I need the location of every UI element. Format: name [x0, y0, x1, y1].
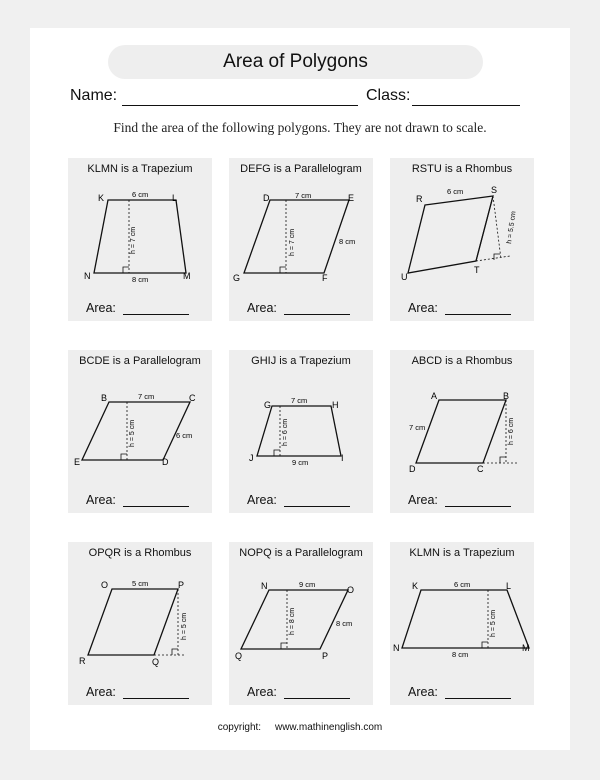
shape-parallelogram-nopq	[229, 542, 373, 705]
name-field-line[interactable]	[122, 105, 358, 106]
dimension-label: 8 cm	[336, 619, 353, 628]
vertex-label: A	[431, 391, 438, 401]
vertex-label: C	[477, 464, 484, 474]
problem-card-5	[229, 350, 373, 513]
vertex-label: T	[474, 265, 480, 275]
dimension-label: 9 cm	[292, 458, 309, 467]
height-label: h = 7 cm	[289, 228, 296, 256]
area-label: Area:	[408, 685, 438, 699]
vertex-label: R	[416, 194, 423, 204]
vertex-label: P	[178, 580, 185, 590]
shape-rhombus-rstu	[390, 158, 534, 321]
area-answer-line[interactable]	[123, 314, 189, 315]
area-label: Area:	[247, 493, 277, 507]
dimension-label: 8 cm	[132, 275, 149, 284]
shape-parallelogram-bcde	[68, 350, 212, 513]
height-label: h = 5.5 cm	[506, 210, 518, 245]
shape-trapezium-ghij	[229, 350, 373, 513]
problem-card-7	[68, 542, 212, 705]
shape-trapezium-klmn	[68, 158, 212, 321]
area-label: Area:	[247, 685, 277, 699]
dimension-label: 6 cm	[132, 190, 149, 199]
dimension-label: 9 cm	[299, 580, 316, 589]
vertex-label: M	[183, 271, 191, 281]
vertex-label: D	[162, 457, 169, 467]
dimension-label: 8 cm	[452, 650, 469, 659]
vertex-label: G	[233, 273, 241, 283]
dimension-label: 7 cm	[138, 392, 155, 401]
problem-title: ABCD is a Rhombus	[411, 355, 513, 367]
height-label: h = 6 cm	[282, 418, 289, 446]
problem-card-2	[229, 158, 373, 321]
area-answer-line[interactable]	[123, 698, 189, 699]
height-label: h = 5 cm	[490, 609, 497, 637]
vertex-label: Q	[235, 651, 243, 661]
dimension-label: 6 cm	[447, 187, 464, 196]
vertex-label: U	[401, 272, 408, 282]
vertex-label: B	[101, 393, 108, 403]
name-label: Name:	[70, 87, 118, 104]
height-label: h = 5 cm	[129, 419, 136, 447]
class-label: Class:	[366, 87, 411, 104]
problem-card-8	[229, 542, 373, 705]
area-label: Area:	[408, 493, 438, 507]
problem-card-6	[390, 350, 534, 513]
height-label: h = 8 cm	[289, 607, 296, 635]
vertex-label: R	[79, 656, 86, 666]
problem-title: BCDE is a Parallelogram	[79, 355, 201, 367]
area-label: Area:	[86, 685, 116, 699]
page-title: Area of Polygons	[108, 45, 483, 79]
height-label: h = 7 cm	[130, 226, 137, 254]
problem-title: DEFG is a Parallelogram	[240, 163, 362, 175]
problem-title: RSTU is a Rhombus	[411, 163, 513, 175]
height-label: h = 6 cm	[508, 417, 515, 445]
vertex-label: E	[348, 193, 355, 203]
problem-title: GHIJ is a Trapezium	[251, 355, 351, 367]
vertex-label: D	[409, 464, 416, 474]
problem-title: KLMN is a Trapezium	[87, 163, 193, 175]
vertex-label: N	[393, 643, 400, 653]
vertex-label: S	[491, 185, 498, 195]
area-answer-line[interactable]	[123, 506, 189, 507]
problem-title: KLMN is a Trapezium	[409, 547, 515, 559]
vertex-label: D	[263, 193, 270, 203]
area-answer-line[interactable]	[445, 506, 511, 507]
vertex-label: B	[503, 391, 510, 401]
vertex-label: O	[101, 580, 109, 590]
vertex-label: G	[264, 400, 272, 410]
class-field-line[interactable]	[412, 105, 520, 106]
copyright-footer: copyright: www.mathinenglish.com	[217, 722, 383, 733]
vertex-label: C	[189, 393, 196, 403]
problem-title: NOPQ is a Parallelogram	[239, 547, 363, 559]
dimension-label: 7 cm	[291, 396, 308, 405]
area-answer-line[interactable]	[284, 506, 350, 507]
vertex-label: L	[506, 581, 512, 591]
area-answer-line[interactable]	[284, 698, 350, 699]
vertex-label: I	[341, 453, 344, 463]
vertex-label: H	[332, 400, 339, 410]
vertex-label: N	[261, 581, 268, 591]
shape-parallelogram-defg	[229, 158, 373, 321]
vertex-label: O	[347, 585, 355, 595]
vertex-label: L	[172, 193, 178, 203]
problem-card-1	[68, 158, 212, 321]
vertex-label: P	[322, 651, 329, 661]
vertex-label: M	[522, 643, 530, 653]
shape-rhombus-abcd	[390, 350, 534, 513]
problem-card-4	[68, 350, 212, 513]
vertex-label: K	[98, 193, 105, 203]
area-label: Area:	[408, 301, 438, 315]
area-label: Area:	[86, 301, 116, 315]
area-label: Area:	[86, 493, 116, 507]
dimension-label: 7 cm	[295, 191, 312, 200]
vertex-label: E	[74, 457, 81, 467]
shape-rhombus-opqr	[68, 542, 212, 705]
dimension-label: 5 cm	[132, 579, 149, 588]
problem-card-3	[390, 158, 534, 321]
area-label: Area:	[247, 301, 277, 315]
area-answer-line[interactable]	[445, 314, 511, 315]
dimension-label: 8 cm	[339, 237, 356, 246]
problem-card-9	[390, 542, 534, 705]
vertex-label: N	[84, 271, 91, 281]
shape-trapezium-klmn	[390, 542, 534, 705]
height-label: h = 5 cm	[181, 612, 188, 640]
vertex-label: F	[322, 273, 328, 283]
vertex-label: Q	[152, 657, 160, 667]
dimension-label: 6 cm	[454, 580, 471, 589]
vertex-label: K	[412, 581, 419, 591]
instructions: Find the area of the following polygons. They are not drawn to scale.	[113, 120, 487, 135]
area-answer-line[interactable]	[445, 698, 511, 699]
dimension-label: 7 cm	[409, 423, 426, 432]
vertex-label: J	[249, 453, 254, 463]
dimension-label: 6 cm	[176, 431, 193, 440]
name-class-row	[70, 87, 530, 111]
area-answer-line[interactable]	[284, 314, 350, 315]
problem-title: OPQR is a Rhombus	[88, 547, 192, 559]
